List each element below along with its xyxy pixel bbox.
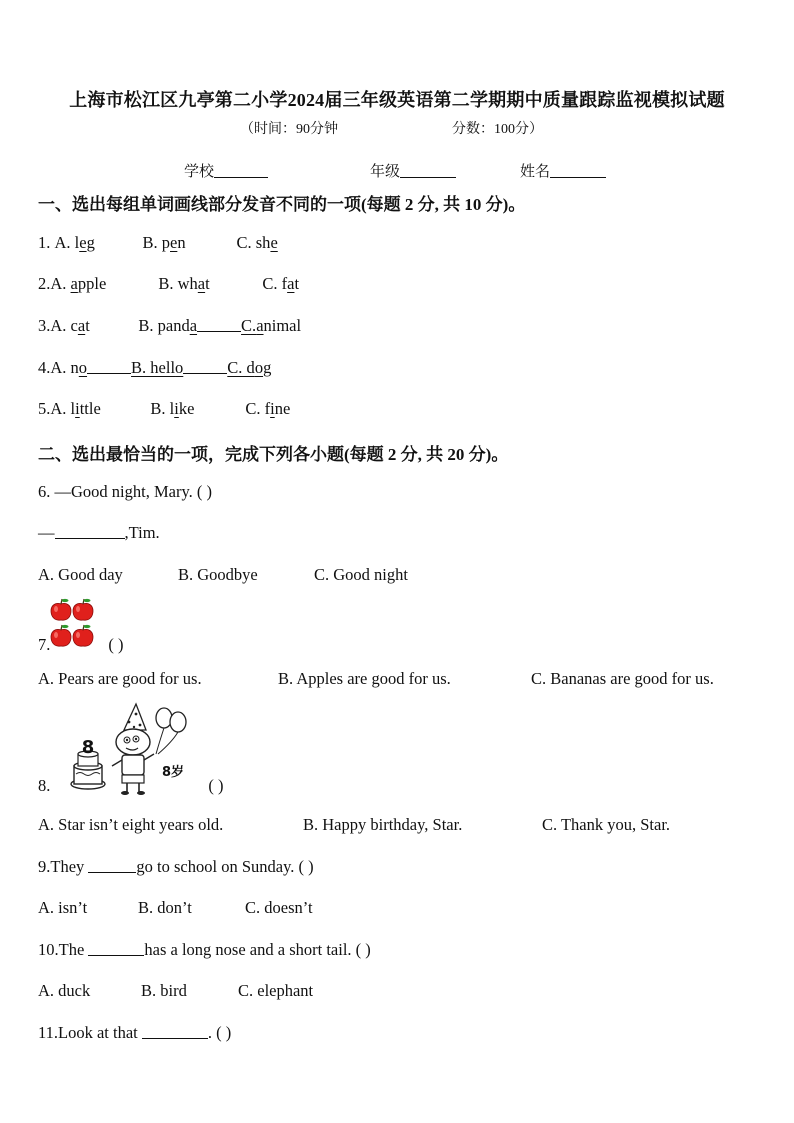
underline-gap — [197, 317, 241, 332]
option-c[interactable]: C. Bananas are good for us. — [531, 669, 714, 688]
question-6-options — [38, 565, 408, 585]
question-number: 4. — [38, 358, 51, 377]
cake-number: 8 — [81, 737, 95, 758]
grade-blank[interactable] — [400, 161, 456, 178]
option-b[interactable]: B. don’t — [138, 898, 192, 917]
option-b[interactable]: B. what — [158, 274, 210, 293]
answer-parentheses[interactable]: ( ) — [208, 776, 224, 795]
question-8-stem: 8. ( ) — [38, 776, 224, 795]
option-a[interactable]: A. little — [50, 399, 101, 418]
option-c[interactable]: C. she — [236, 233, 278, 252]
age-label: 8岁 — [162, 765, 185, 780]
answer-blank[interactable] — [142, 1024, 208, 1039]
name-label: 姓名 — [520, 164, 551, 180]
exam-score: 分数：100分） — [452, 122, 543, 137]
option-a[interactable]: A. no — [50, 358, 88, 377]
name-blank[interactable] — [550, 161, 606, 178]
question-2 — [38, 274, 299, 294]
section-2-heading: 二、选出最恰当的一项，完成下列各小题(每题 2 分, 共 20 分)。 — [38, 445, 509, 464]
section-1-heading: 一、选出每组单词画线部分发音不同的一项(每题 2 分, 共 10 分)。 — [38, 195, 526, 214]
question-number: 3. — [38, 316, 51, 335]
option-b[interactable]: B. Happy birthday, Star. — [303, 815, 463, 834]
answer-blank[interactable] — [88, 941, 144, 956]
answer-blank[interactable] — [88, 858, 136, 873]
option-a[interactable]: A. Star isn’t eight years old. — [38, 815, 224, 834]
option-c[interactable]: C. Good night — [314, 565, 408, 584]
question-7-stem: 7. ( ) — [38, 635, 124, 654]
school-label: 学校 — [184, 164, 215, 180]
option-c[interactable]: C. elephant — [238, 981, 314, 1000]
answer-parentheses[interactable]: ( ) — [108, 635, 124, 654]
question-3 — [38, 316, 301, 336]
option-a[interactable]: A. leg — [54, 233, 95, 252]
name-field[interactable] — [520, 160, 606, 181]
question-7-options — [38, 669, 714, 689]
question-11-stem: 11.Look at that . ( ) — [38, 1023, 232, 1042]
option-b[interactable]: B. Goodbye — [178, 565, 258, 584]
option-c[interactable]: C. dog — [227, 358, 272, 377]
option-a[interactable]: A. apple — [50, 274, 107, 293]
school-blank[interactable] — [214, 161, 268, 178]
question-8-options — [38, 815, 670, 835]
option-a[interactable]: A. cat — [50, 316, 90, 335]
grade-field[interactable] — [370, 160, 456, 181]
question-1 — [38, 233, 278, 253]
question-10-stem: 10.The has a long nose and a short tail. ( ) — [38, 940, 371, 959]
underline-gap — [87, 359, 131, 374]
option-c-word[interactable]: animal — [256, 316, 302, 335]
option-b[interactable]: B. hello — [131, 358, 184, 377]
question-number: 2. — [38, 274, 51, 293]
grade-label: 年级 — [370, 164, 401, 180]
question-number: 1. — [38, 233, 55, 252]
option-a[interactable]: A. duck — [38, 981, 91, 1000]
question-6-prompt: 6. —Good night, Mary. ( ) — [38, 482, 212, 501]
exam-title: 上海市松江区九亭第二小学2024届三年级英语第二学期期中质量跟踪监视模拟试题 — [69, 90, 725, 110]
answer-blank[interactable] — [55, 524, 125, 539]
question-number: 5. — [38, 399, 51, 418]
question-6-response: — ,Tim. — [38, 523, 160, 542]
option-b[interactable]: B. bird — [141, 981, 187, 1000]
question-9-options — [38, 898, 313, 918]
option-a[interactable]: A. Pears are good for us. — [38, 669, 202, 688]
option-b[interactable]: B. like — [150, 399, 195, 418]
option-c[interactable]: C. Thank you, Star. — [542, 815, 671, 834]
exam-time: （时间：90分钟 — [240, 122, 338, 137]
option-c[interactable]: C. — [241, 316, 257, 335]
option-b[interactable]: B. pen — [142, 233, 186, 252]
option-c[interactable]: C. fat — [262, 274, 300, 293]
question-5 — [38, 399, 290, 419]
underline-gap — [183, 359, 227, 374]
option-a[interactable]: A. isn’t — [38, 898, 88, 917]
option-c[interactable]: C. fine — [245, 399, 291, 418]
option-a[interactable]: A. Good day — [38, 565, 123, 584]
option-c[interactable]: C. doesn’t — [245, 898, 313, 917]
option-b[interactable]: B. panda — [138, 316, 198, 335]
question-9-stem: 9.They go to school on Sunday. ( ) — [38, 857, 314, 876]
option-b[interactable]: B. Apples are good for us. — [278, 669, 451, 688]
question-10-options — [38, 981, 313, 1001]
school-field[interactable] — [184, 160, 268, 181]
question-4 — [38, 358, 271, 378]
